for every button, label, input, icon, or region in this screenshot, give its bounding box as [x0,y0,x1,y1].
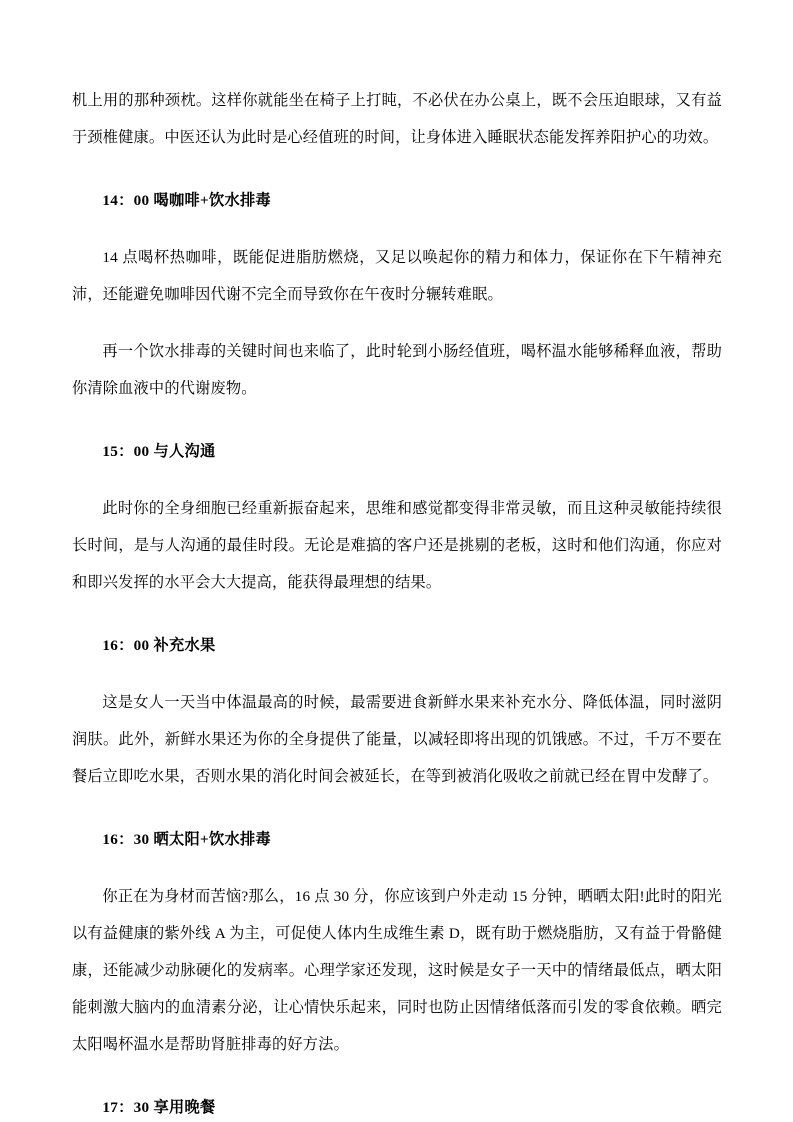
spacer [72,219,722,239]
document-body [72,82,722,1122]
section-heading-1600: 16：00 补充水果 [102,637,216,654]
section-heading-1500: 15：00 与人沟通 [102,443,216,460]
spacer [72,407,722,433]
paragraph: 再一个饮水排毒的关键时间也来临了，此时轮到小肠经值班，喝杯温水能够稀释血液，帮助你清除血液中的代谢废物。 [72,343,722,397]
section-heading-1630: 16：30 晒太阳+饮水排毒 [102,831,271,848]
spacer [72,601,722,627]
spacer [72,313,722,333]
spacer [72,858,722,878]
section-heading-1400: 14：00 喝咖啡+饮水排毒 [102,192,271,209]
spacer [72,470,722,490]
spacer [72,1063,722,1089]
spacer [72,664,722,684]
section-heading-1730: 17：30 享用晚餐 [102,1099,216,1116]
paragraph: 你正在为身材而苦恼?那么，16 点 30 分，你应该到户外走动 15 分钟，晒晒太阳!此时的阳光以有益健康的紫外线 A 为主，可促使人体内生成维生素 D，既有助于燃烧脂肪，又有益于骨骼健康，还能减少动脉硬化的发病率。心理学家还发现，这时候是女子一天中的情绪最低点，晒太阳能刺激大脑内的血清素分泌，让心情快乐起来，同时也防止因情绪低落而引发的零食依赖。晒完太阳喝杯温水是帮助肾脏排毒的好方法。 [72,888,722,1053]
spacer [72,156,722,182]
paragraph: 此时你的全身细胞已经重新振奋起来，思维和感觉都变得非常灵敏，而且这种灵敏能持续很长时间，是与人沟通的最佳时段。无论是难搞的客户还是挑剔的老板，这时和他们沟通，你应对和即兴发挥的水平会大大提高，能获得最理想的结果。 [72,500,722,591]
spacer [72,795,722,821]
paragraph: 机上用的那种颈枕。这样你就能坐在椅子上打盹，不必伏在办公桌上，既不会压迫眼球，又有益于颈椎健康。中医还认为此时是心经值班的时间，让身体进入睡眠状态能发挥养阳护心的功效。 [72,92,722,146]
paragraph: 14 点喝杯热咖啡，既能促进脂肪燃烧，又足以唤起你的精力和体力，保证你在下午精神充沛，还能避免咖啡因代谢不完全而导致你在午夜时分辗转难眠。 [72,249,722,303]
paragraph: 这是女人一天当中体温最高的时候，最需要进食新鲜水果来补充水分、降低体温，同时滋阴润肤。此外，新鲜水果还为你的全身提供了能量，以减轻即将出现的饥饿感。不过，千万不要在餐后立即吃水果，否则水果的消化时间会被延长，在等到被消化吸收之前就已经在胃中发酵了。 [72,694,722,785]
